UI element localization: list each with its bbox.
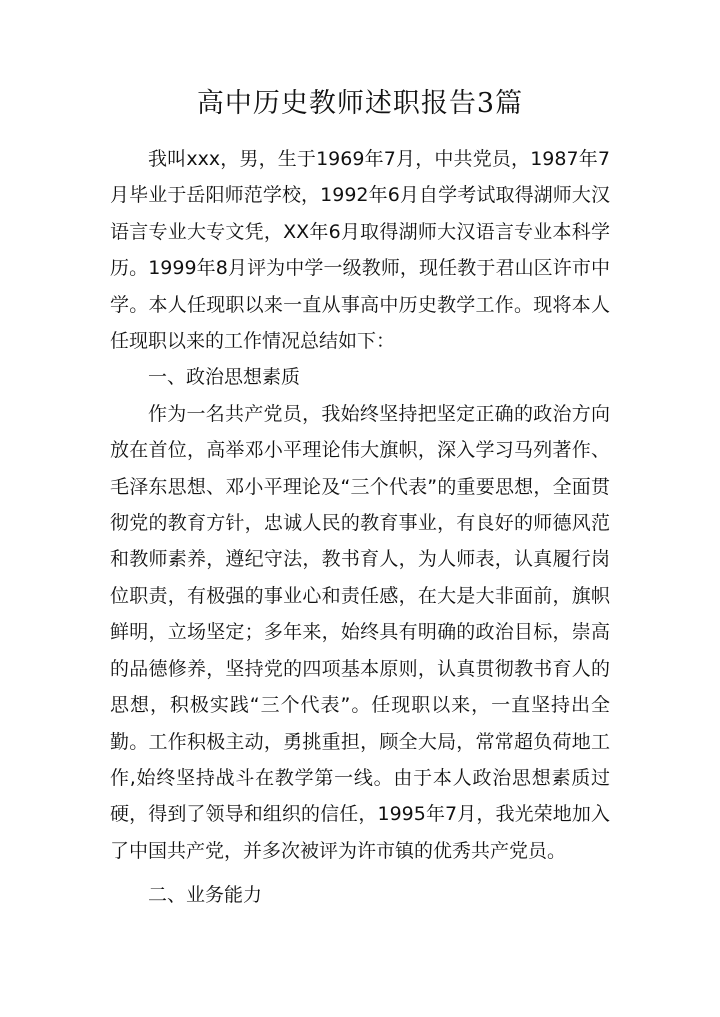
section-heading-political: 一、政治思想素质: [148, 366, 301, 389]
section-heading-business: 二、业务能力: [148, 884, 263, 907]
document-body: [110, 141, 610, 914]
section-paragraph-political: 作为一名共产党员，我始终坚持把坚定正确的政治方向放在首位，高举邓小平理论伟大旗帜，深入学习马列著作、毛泽东思想、邓小平理论及“三个代表”的重要思想，全面贯彻党的教育方针，忠诚人民的教育事业，有良好的师德风范和教师素养，遵纪守法，教书育人，为人师表，认真履行岗位职责，有极强的事业心和责任感，在大是大非面前，旗帜鲜明，立场坚定；多年来，始终具有明确的政治目标，崇高的品德修养，坚持党的四项基本原则，认真贯彻教书育人的思想，积极实践“三个代表”。任现职以来，一直坚持出全勤。工作积极主动，勇挑重担，顾全大局，常常超负荷地工作,始终坚持战斗在教学第一线。由于本人政治思想素质过硬，得到了领导和组织的信任，1995年7月，我光荣地加入了中国共产党，并多次被评为许市镇的优秀共产党员。: [110, 402, 610, 862]
intro-paragraph: 我叫xxx，男，生于1969年7月，中共党员，1987年7月毕业于岳阳师范学校，1992年6月自学考试取得湖师大汉语言专业大专文凭，XX年6月取得湖师大汉语言专业本科学历。1999年8月评为中学一级教师，现任教于君山区许市中学。本人任现职以来一直从事高中历史教学工作。现将本人任现职以来的工作情况总结如下：: [110, 148, 610, 353]
document-title: 高中历史教师述职报告3篇: [196, 88, 524, 119]
